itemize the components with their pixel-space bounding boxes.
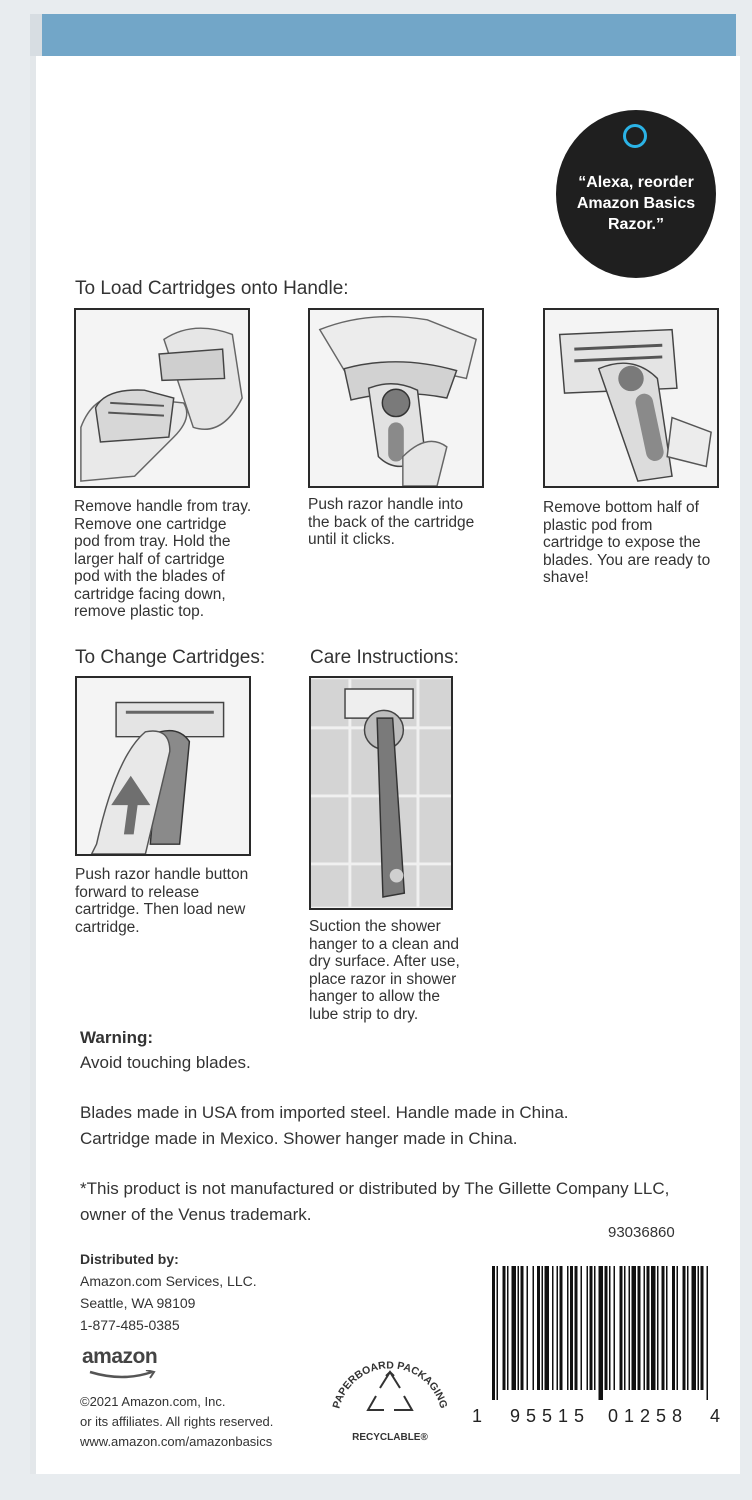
care-illustration xyxy=(309,676,453,910)
copyright-line-1: ©2021 Amazon.com, Inc. xyxy=(80,1394,226,1409)
distributor-line-3: 1-877-485-0385 xyxy=(80,1317,180,1333)
barcode-bar xyxy=(527,1266,529,1390)
barcode-bar xyxy=(567,1266,569,1390)
barcode-bar xyxy=(698,1266,700,1390)
recyclable-label: RECYCLABLE® xyxy=(352,1432,428,1443)
barcode-digit-first: 1 xyxy=(472,1406,483,1426)
barcode-bar xyxy=(512,1266,517,1390)
origin-line-2: Cartridge made in Mexico. Shower hanger made in China. xyxy=(80,1129,518,1148)
panel-left-edge xyxy=(30,56,36,1474)
barcode-bar xyxy=(492,1266,495,1400)
barcode-bar xyxy=(521,1266,524,1390)
barcode-bar xyxy=(587,1266,589,1390)
step3-illustration xyxy=(543,308,719,488)
step1-caption: Remove handle from tray. Remove one cartridge pod from tray. Hold the larger half of cartridge pod with the blades of cartridge facing down, remove plastic top. xyxy=(74,498,252,620)
barcode-bar xyxy=(594,1266,596,1390)
origin-line-1: Blades made in USA from imported steel. Handle made in China. xyxy=(80,1103,569,1122)
step2-caption: Push razor handle into the back of the cartridge until it clicks. xyxy=(308,496,475,548)
step1-illustration xyxy=(74,308,250,488)
copyright-line-3: www.amazon.com/amazonbasics xyxy=(80,1434,273,1449)
barcode-bar xyxy=(666,1266,668,1390)
box-top-edge xyxy=(40,14,736,56)
distributor-line-1: Amazon.com Services, LLC. xyxy=(80,1273,257,1289)
barcode-bar xyxy=(552,1266,554,1390)
barcode-bar xyxy=(537,1266,540,1390)
recycle-arc-text: PAPERBOARD PACKAGING xyxy=(330,1359,450,1410)
barcode-bar xyxy=(605,1266,608,1390)
product-code: 93036860 xyxy=(608,1224,675,1241)
barcode-digits-right: 01258 xyxy=(608,1406,689,1426)
barcode-digits-left: 95515 xyxy=(510,1406,591,1426)
barcode-bar xyxy=(647,1266,650,1390)
barcode-bar xyxy=(632,1266,637,1390)
svg-text:PAPERBOARD PACKAGING xyxy=(331,1359,450,1410)
barcode-bar xyxy=(518,1266,520,1390)
amazon-smile-icon xyxy=(88,1370,158,1380)
barcode-bar xyxy=(590,1266,593,1390)
step3-caption: Remove bottom half of plastic pod from cartridge to expose the blades. You are ready to shave! xyxy=(543,499,711,586)
paperboard-recycle-mark xyxy=(328,1336,452,1444)
change-heading: To Change Cartridges: xyxy=(75,647,266,668)
disclaimer-line-1: *This product is not manufactured or distributed by The Gillette Company LLC, xyxy=(80,1179,670,1198)
barcode-bar xyxy=(533,1266,535,1390)
barcode-bar xyxy=(692,1266,697,1390)
copyright-line-2: or its affiliates. All rights reserved. xyxy=(80,1414,274,1429)
barcode-digit-last: 4 xyxy=(710,1406,721,1426)
barcode-bar xyxy=(599,1266,604,1400)
barcode-bar xyxy=(624,1266,626,1390)
distributor-title: Distributed by: xyxy=(80,1251,179,1267)
disclaimer-line-2: owner of the Venus trademark. xyxy=(80,1205,312,1224)
barcode-bar xyxy=(581,1266,583,1390)
barcode-bar xyxy=(575,1266,578,1390)
warning-text: Avoid touching blades. xyxy=(80,1053,251,1072)
alexa-prompt: “Alexa, reorder Amazon Basics Razor.” xyxy=(576,174,696,233)
care-heading: Care Instructions: xyxy=(310,647,459,668)
barcode-bar xyxy=(638,1266,641,1390)
barcode-bar xyxy=(657,1266,659,1390)
barcode-bar xyxy=(545,1266,550,1390)
barcode-bar xyxy=(503,1266,506,1390)
barcode-bar xyxy=(497,1266,499,1400)
barcode-bar xyxy=(570,1266,573,1390)
step2-illustration xyxy=(308,308,484,488)
change-illustration xyxy=(75,676,251,856)
alexa-icon xyxy=(623,124,647,148)
barcode-bar xyxy=(687,1266,689,1390)
change-caption: Push razor handle button forward to release cartridge. Then load new cartridge. xyxy=(75,866,249,936)
barcode-bar xyxy=(507,1266,509,1390)
barcode-bar xyxy=(609,1266,611,1390)
barcode-bar xyxy=(677,1266,679,1390)
barcode-bar xyxy=(629,1266,631,1390)
amazon-logo: amazon xyxy=(82,1345,158,1368)
alexa-badge xyxy=(556,110,716,278)
barcode-bar xyxy=(557,1266,559,1390)
distributor-line-2: Seattle, WA 98109 xyxy=(80,1295,196,1311)
barcode-bar xyxy=(542,1266,544,1390)
load-heading: To Load Cartridges onto Handle: xyxy=(75,278,349,299)
barcode-bar xyxy=(560,1266,563,1390)
barcode-bar xyxy=(683,1266,686,1390)
barcode-bar xyxy=(651,1266,656,1390)
barcode-bar xyxy=(620,1266,623,1390)
barcode-bar xyxy=(707,1266,709,1400)
recycle-icon xyxy=(368,1372,412,1410)
barcode-bar xyxy=(614,1266,616,1390)
barcode-bar xyxy=(662,1266,665,1390)
barcode-bar xyxy=(701,1266,704,1390)
barcode xyxy=(490,1266,710,1400)
barcode-bar xyxy=(672,1266,675,1390)
care-caption: Suction the shower hanger to a clean and dry surface. After use, place razor in shower hanger to allow the lube strip to dry. xyxy=(309,918,460,1023)
barcode-bar xyxy=(644,1266,646,1390)
warning-title: Warning: xyxy=(80,1028,154,1047)
